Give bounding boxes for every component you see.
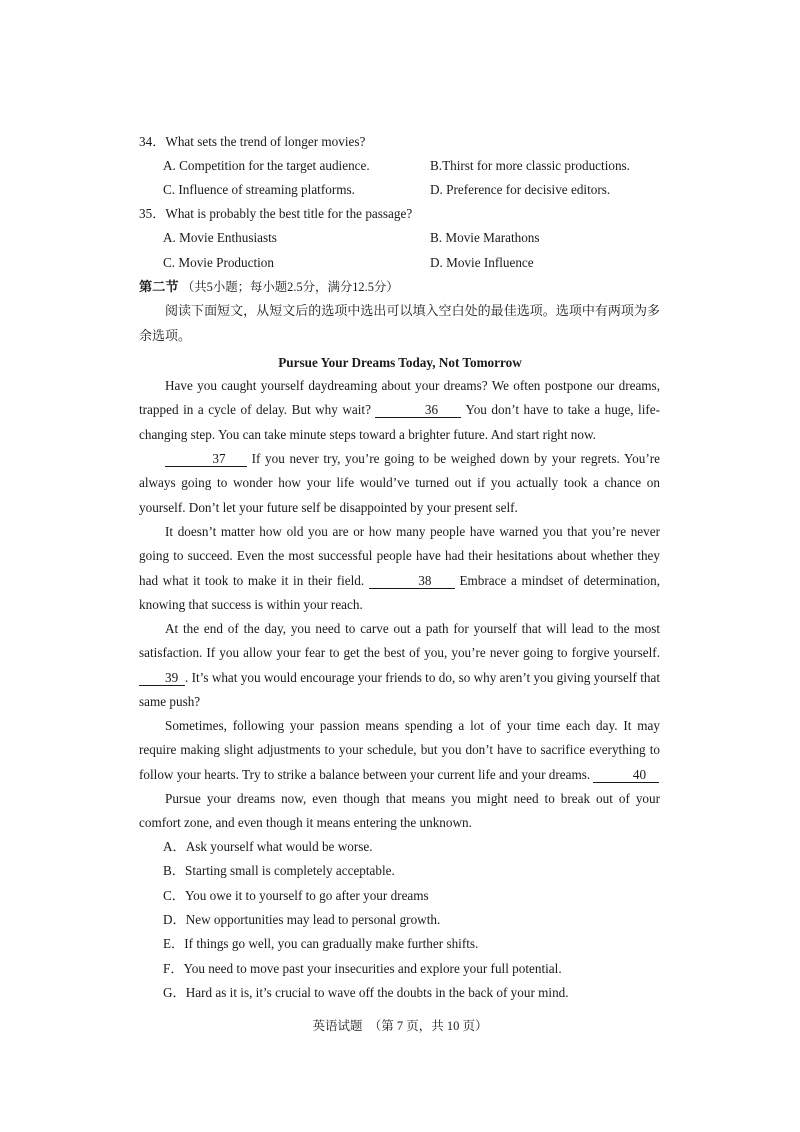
question-35-option-b: B. Movie Marathons	[430, 230, 540, 245]
question-34-option-d: D. Preference for decisive editors.	[430, 182, 611, 197]
paragraph-3-text-b: Embrace a mindset of determination, knowing that success is within your reach.	[139, 572, 661, 613]
question-34-option-b: B.Thirst for more classic productions.	[430, 158, 630, 173]
passage-paragraph-6: Pursue your dreams now, even though that means you might need to break out of your comfort zone, and even though it means entering the unknown.	[139, 791, 660, 831]
question-35-option-c: C. Movie Production	[163, 255, 274, 270]
passage-title: Pursue Your Dreams Today, Not Tomorrow	[278, 355, 522, 370]
question-35-option-a: A. Movie Enthusiasts	[163, 230, 277, 245]
passage-paragraph-1	[139, 374, 660, 447]
passage-paragraph-3	[139, 520, 660, 618]
paragraph-4-text-b: . It’s what you would encourage your friends to do, so why aren’t you giving yourself that same push?	[139, 669, 660, 710]
section-heading	[139, 279, 399, 295]
blank-36: 36	[375, 402, 461, 418]
blank-39: 39	[139, 670, 185, 686]
paragraph-4-text-a: At the end of the day, you need to carve out a path for yourself that will lead to the most satisfaction. If you allow your fear to get the best of you, you’re never going to forgive yourself.	[139, 621, 660, 661]
section-instruction: 阅读下面短文，从短文后的选项中选出可以填入空白处的最佳选项。选项中有两项为多余选项。	[139, 303, 660, 343]
question-35-option-d: D. Movie Influence	[430, 255, 534, 270]
passage-paragraph-5	[139, 714, 660, 787]
question-34-option-a: A. Competition for the target audience.	[163, 158, 370, 173]
paragraph-3-text-a: It doesn’t matter how old you are or how many people have warned you that you’re never going to succeed. Even the most successful people have had their hesitations about whether they had what it took to make it in their field.	[139, 524, 660, 588]
choice-d: D．New opportunities may lead to personal growth.	[163, 912, 441, 927]
paragraph-1-text-a: Have you caught yourself daydreaming about your dreams? We often postpone our dreams, trapped in a cycle of delay. But why wait?	[139, 378, 660, 418]
section-score-info: （共5小题；每小题2.5分，满分12.5分）	[181, 280, 399, 294]
passage-paragraph-2	[139, 447, 660, 520]
choice-f: F．You need to move past your insecurities and explore your full potential.	[163, 961, 562, 976]
question-34-option-c: C. Influence of streaming platforms.	[163, 182, 355, 197]
section-label: 第二节	[139, 279, 179, 294]
choice-c: C．You owe it to yourself to go after your dreams	[163, 888, 429, 903]
choice-g: G．Hard as it is, it’s crucial to wave off the doubts in the back of your mind.	[163, 985, 569, 1000]
question-35-stem: 35．What is probably the best title for the passage?	[139, 206, 413, 221]
question-34-stem: 34．What sets the trend of longer movies?	[139, 134, 366, 149]
choice-a: A．Ask yourself what would be worse.	[163, 839, 373, 854]
choice-b: B．Starting small is completely acceptable.	[163, 863, 395, 878]
passage-paragraph-4	[139, 617, 660, 715]
paragraph-2-text: If you never try, you’re going to be weighed down by your regrets. You’re always going to wonder how your life would’ve turned out if you actually took a chance on yourself. Don’t let your future self be disappointed by your present self.	[139, 451, 661, 515]
page-footer: 英语试题 （第 7 页，共 10 页）	[312, 1019, 488, 1033]
blank-38: 38	[369, 573, 455, 589]
choice-e: E．If things go well, you can gradually make further shifts.	[163, 936, 479, 951]
paragraph-1-text-b: You don’t have to take a huge, life-changing step. You can take minute steps toward a brighter future. And start right now.	[139, 402, 661, 442]
paragraph-5-text-a: Sometimes, following your passion means spending a lot of your time each day. It may require making slight adjustments to your schedule, but you don’t have to sacrifice everything to follow your hearts. Try to strike a balance between your current life and your dreams.	[139, 718, 660, 782]
blank-37: 37	[165, 451, 247, 467]
blank-40: 40	[593, 767, 659, 783]
